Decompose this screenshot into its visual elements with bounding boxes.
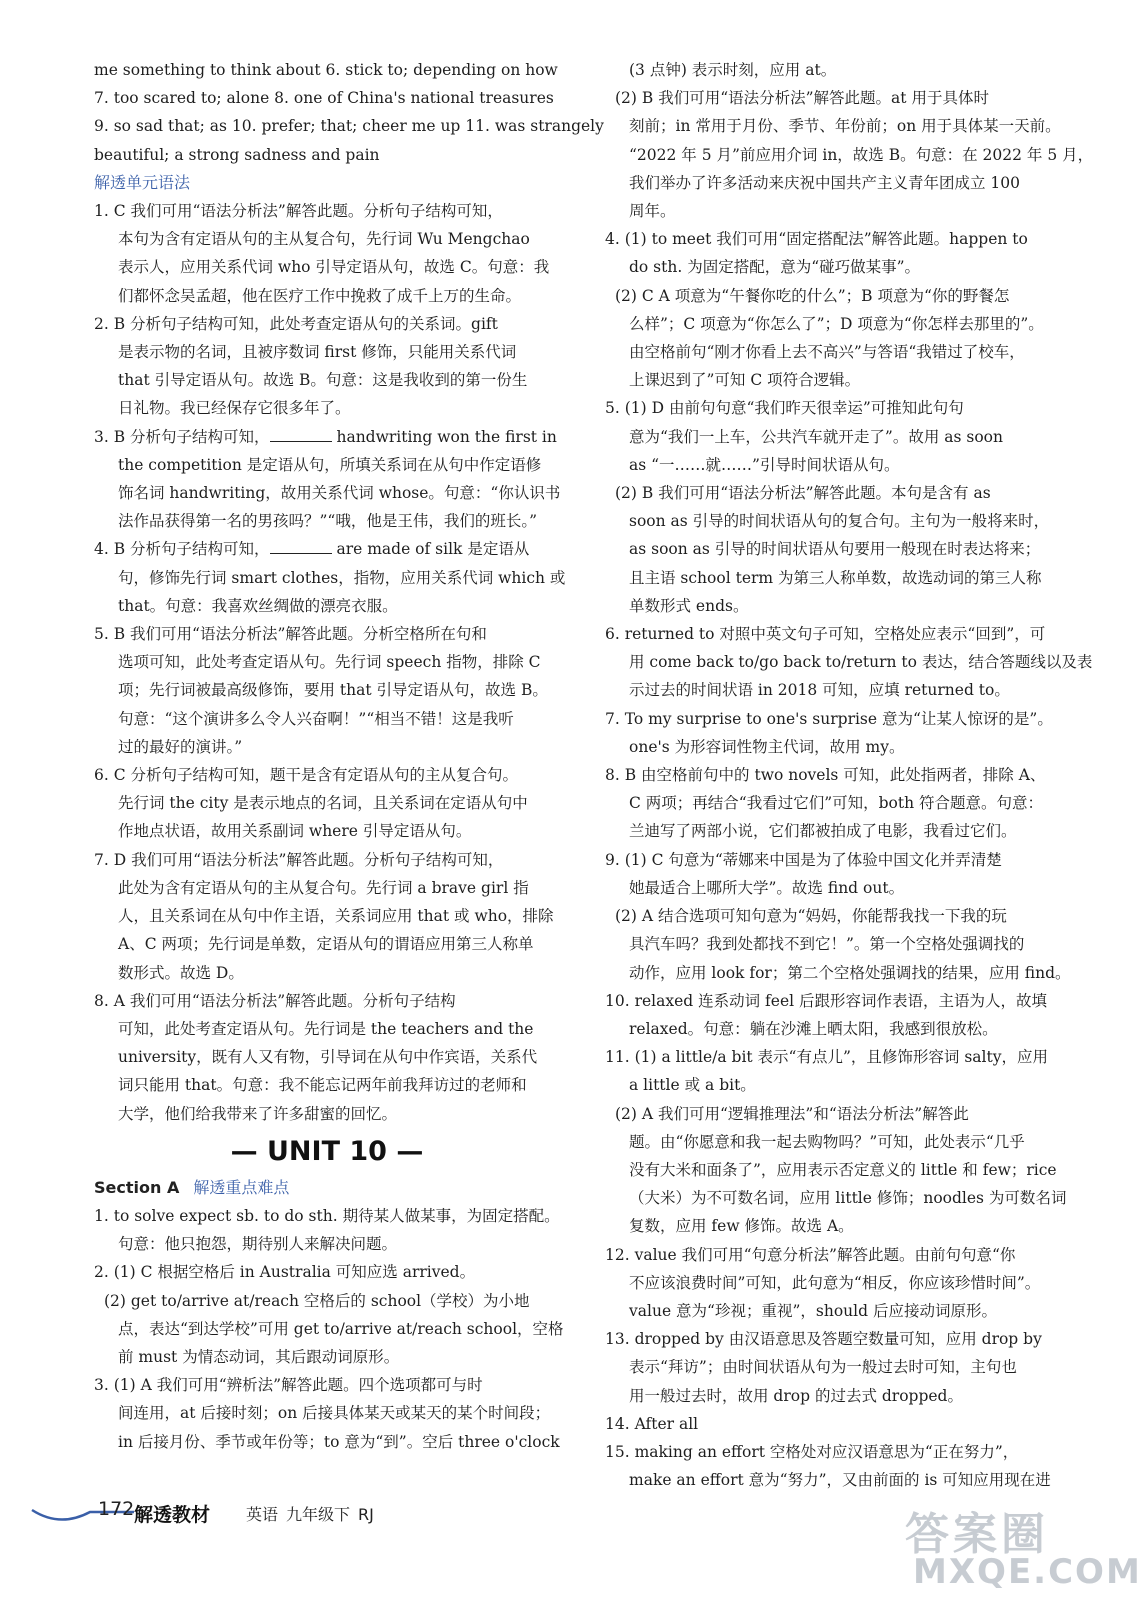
answer-line <box>94 169 560 197</box>
answer-text: 此处为含有定语从句的主从复合句。先行词 a brave girl 指 <box>118 878 529 897</box>
answer-text: 兰迪写了两部小说，它们都被拍成了电影，我看过它们。 <box>629 822 1017 841</box>
answer-line <box>605 902 1052 930</box>
answer-text: 解透单元语法 <box>94 172 191 192</box>
answer-line <box>605 1382 1052 1410</box>
answer-line <box>605 1043 1052 1071</box>
answer-line <box>605 1297 1052 1325</box>
answer-text: 句意：他只抱怨，期待别人来解决问题。 <box>118 1235 398 1254</box>
answer-line <box>94 479 560 507</box>
answer-line <box>94 705 560 733</box>
answer-line <box>605 1466 1052 1494</box>
answer-line <box>94 874 560 902</box>
answer-line <box>605 507 1052 535</box>
answer-line <box>94 394 560 422</box>
answer-text: 9. so sad that; as 10. prefer; that; cheer me up 11. was strangely <box>94 117 604 136</box>
answer-line <box>94 282 560 310</box>
section-subtitle: 解透重点难点 <box>193 1177 290 1197</box>
book-subject-info <box>246 1502 382 1525</box>
blank-underline <box>270 427 332 442</box>
answer-text: 我们举办了许多活动来庆祝中国共产主义青年团成立 100 <box>629 173 1021 192</box>
answer-text: 人，且关系词在从句中作主语，关系词应用 that 或 who，排除 <box>118 907 554 926</box>
right-column <box>605 56 1094 1494</box>
answer-line <box>605 1353 1052 1381</box>
answer-line <box>94 1258 560 1286</box>
watermark-url: MXQE.COM <box>913 1552 1142 1592</box>
answer-text: 9. (1) C 句意为“蒂娜来中国是为了体验中国文化并弄清楚 <box>605 850 1002 869</box>
answer-text: relaxed。句意：躺在沙滩上晒太阳，我感到很放松。 <box>629 1019 998 1038</box>
answer-text: 过的最好的演讲。” <box>118 737 243 756</box>
answer-line <box>94 366 560 394</box>
answer-line <box>605 959 1071 987</box>
answer-line <box>94 1043 560 1071</box>
answer-line <box>94 620 560 648</box>
answer-line <box>94 733 560 761</box>
answer-line <box>605 761 1052 789</box>
answer-text: 13. dropped by 由汉语意思及答题空数量可知，应用 drop by <box>605 1330 1042 1349</box>
page-footer <box>30 1488 430 1538</box>
answer-text: that 引导定语从句。故选 B。句意：这是我收到的第一份生 <box>118 371 528 390</box>
answer-line <box>94 761 560 789</box>
answer-line <box>605 282 1052 310</box>
answer-list-top <box>94 56 604 1128</box>
answer-text: 示过去的时间状语 in 2018 可知，应填 returned to。 <box>629 681 1010 700</box>
answer-line <box>605 846 1052 874</box>
answer-text: 题。由“你愿意和我一起去购物吗？”可知，此处表示“几乎 <box>629 1132 1025 1151</box>
answer-text: 么样”；C 项意为“你怎么了”；D 项意为“你怎样去那里的”。 <box>629 314 1044 333</box>
answer-line <box>94 648 560 676</box>
answer-line <box>94 987 560 1015</box>
answer-line <box>605 338 1052 366</box>
answer-text: 15. making an effort 空格处对应汉语意思为“正在努力”， <box>605 1442 1019 1461</box>
answer-line <box>94 338 560 366</box>
answer-text: 复数，应用 few 修饰。故选 A。 <box>629 1217 854 1236</box>
unit-title: — UNIT 10 — <box>230 1135 424 1167</box>
answer-line <box>94 564 566 592</box>
answer-text: 且主语 school term 为第三人称单数，故选动词的第三人称 <box>629 568 1042 587</box>
answer-line <box>605 1438 1052 1466</box>
answer-text: 6. returned to 对照中英文句子可知，空格处应表示“回到”，可 <box>605 625 1046 644</box>
answer-text: do sth. 为固定搭配，意为“碰巧做某事”。 <box>629 258 921 277</box>
answer-text: 7. D 我们可用“语法分析法”解答此题。分析句子结构可知， <box>94 850 504 869</box>
answer-text: 3. B 分析句子结构可知， <box>94 427 270 446</box>
answer-text: 们都怀念吴孟超，他在医疗工作中挽救了成千上万的生命。 <box>118 286 522 305</box>
answer-line <box>94 535 560 563</box>
answer-line <box>605 141 1094 169</box>
answer-text: 间连用，at 后接时刻；on 后接具体某天或某天的某个时间段； <box>118 1404 551 1423</box>
answer-text: (2) get to/arrive at/reach 空格后的 school（学校）为小地 <box>104 1291 530 1310</box>
answer-line <box>605 564 1052 592</box>
answer-list-bottom <box>94 1202 564 1456</box>
answer-list-right <box>605 56 1094 1494</box>
answer-line <box>605 705 1052 733</box>
answer-line <box>605 310 1052 338</box>
answer-line <box>94 676 560 704</box>
answer-text: 先行词 the city 是表示地点的名词，且关系词在定语从句中 <box>118 794 528 813</box>
answer-text: 2. B 分析句子结构可知，此处考查定语从句的关系词。gift <box>94 314 498 333</box>
answer-text: 项；先行词被最高级修饰，要用 that 引导定语从句，故选 B。 <box>118 681 548 700</box>
answer-text: in 后接月份、季节或年份等；to 意为“到”。空后 three o'clock <box>118 1432 560 1451</box>
answer-text: 由空格前句“刚才你看上去不高兴”与答语“我错过了校车， <box>629 343 1025 362</box>
answer-text: university，既有人又有物，引导词在从句中作宾语，关系代 <box>118 1048 538 1067</box>
answer-text: 周年。 <box>629 202 676 221</box>
edition-label: RJ <box>358 1505 374 1524</box>
answer-line <box>605 253 1052 281</box>
answer-text-continued: are made of silk 是定语从 <box>331 540 530 559</box>
answer-text: 没有大米和面条了”，应用表示否定意义的 little 和 few；rice <box>629 1160 1057 1179</box>
answer-text: 前 must 为情态动词，其后跟动词原形。 <box>118 1347 400 1366</box>
answer-text: 本句为含有定语从句的主从复合句，先行词 Wu Mengchao <box>118 230 530 249</box>
answer-line <box>94 592 560 620</box>
answer-line <box>605 394 1052 422</box>
watermark-text: 答案圈 <box>905 1509 1049 1560</box>
page-number: 172 <box>98 1498 135 1520</box>
answer-text: 单数形式 ends。 <box>629 596 749 615</box>
answer-line <box>94 1371 560 1399</box>
answer-line <box>94 1287 560 1315</box>
answer-line <box>94 959 560 987</box>
answer-text: 11. (1) a little/a bit 表示“有点儿”，且修饰形容词 salty，应用 <box>605 1048 1048 1067</box>
blank-underline <box>270 539 332 554</box>
answer-text: (2) C A 项意为“午餐你吃的什么”；B 项意为“你的野餐怎 <box>615 286 1010 305</box>
answer-text: 用一般过去时，故用 drop 的过去式 dropped。 <box>629 1386 963 1405</box>
answer-text: as soon as 引导的时间状语从句要用一般现在时表达将来； <box>629 540 1041 559</box>
answer-text: 4. B 分析句子结构可知， <box>94 540 270 559</box>
answer-line <box>94 197 560 225</box>
answer-line <box>605 733 1052 761</box>
subject-label: 英语 <box>246 1505 279 1524</box>
answer-text: 7. To my surprise to one's surprise 意为“让某人惊讶的是”。 <box>605 709 1053 728</box>
answer-text: 具汽车吗？我到处都找不到它！”。第一个空格处强调找的 <box>629 935 1025 954</box>
answer-text: 句，修饰先行词 smart clothes，指物，应用关系代词 which 或 <box>118 568 566 587</box>
answer-text: 表示“拜访”；由时间状语从句为一般过去时可知，主句也 <box>629 1358 1017 1377</box>
answer-line <box>94 507 560 535</box>
answer-line <box>94 451 560 479</box>
answer-text: 作地点状语，故用关系副词 where 引导定语从句。 <box>118 822 472 841</box>
section-label: Section A <box>94 1177 180 1197</box>
answer-line <box>605 1325 1052 1353</box>
answer-line <box>94 1315 564 1343</box>
answer-line <box>605 1212 1052 1240</box>
answer-text: 5. (1) D 由前句句意“我们昨天很幸运”可推知此句句 <box>605 399 964 418</box>
answer-line <box>605 1184 1067 1212</box>
answer-line <box>605 1241 1052 1269</box>
answer-line <box>94 1071 560 1099</box>
answer-line <box>605 84 1052 112</box>
answer-text: 4. (1) to meet 我们可用“固定搭配法”解答此题。happen to <box>605 230 1028 249</box>
answer-line <box>605 592 1052 620</box>
answer-text: 1. C 我们可用“语法分析法”解答此题。分析句子结构可知， <box>94 202 503 221</box>
answer-line <box>605 874 1052 902</box>
answer-text: as “一……就……”引导时间状语从句。 <box>629 455 900 474</box>
answer-text: A、C 两项；先行词是单数，定语从句的谓语应用第三人称单 <box>118 935 534 954</box>
answer-text: (2) B 我们可用“语法分析法”解答此题。at 用于具体时 <box>615 89 989 108</box>
answer-line <box>94 930 560 958</box>
answer-text: 表示人，应用关系代词 who 引导定语从句，故选 C。句意：我 <box>118 258 550 277</box>
answer-line <box>605 1156 1057 1184</box>
answer-text: 上课迟到了”可知 C 项符合逻辑。 <box>629 371 861 390</box>
answer-line <box>605 620 1052 648</box>
answer-text: 点，表达“到达学校”可用 get to/arrive at/reach school，空格 <box>118 1319 564 1338</box>
answer-line <box>94 225 560 253</box>
answer-text: 14. After all <box>605 1414 699 1433</box>
answer-line <box>605 1128 1052 1156</box>
answer-text: make an effort 意为“努力”，又由前面的 is 可知应用现在进 <box>629 1471 1051 1490</box>
answer-line <box>94 1202 560 1230</box>
answer-text: soon as 引导的时间状语从句的复合句。主句为一般将来时， <box>629 512 1050 531</box>
answer-line <box>605 1410 1052 1438</box>
answer-text: (2) A 结合选项可知句意为“妈妈，你能帮我找一下我的玩 <box>615 907 1007 926</box>
answer-text: （大米）为不可数名词，应用 little 修饰；noodles 为可数名词 <box>629 1189 1067 1208</box>
answer-line <box>94 423 560 451</box>
answer-text: 12. value 我们可用“句意分析法”解答此题。由前句句意“你 <box>605 1245 1016 1264</box>
answer-line <box>94 253 560 281</box>
answer-line <box>605 987 1052 1015</box>
answer-line <box>605 1015 1052 1043</box>
answer-text: 2. (1) C 根据空格后 in Australia 可知应选 arrived。 <box>94 1263 476 1282</box>
answer-text: 日礼物。我已经保存它很多年了。 <box>118 399 351 418</box>
answer-text: 饰名词 handwriting，故用关系代词 whose。句意：“你认识书 <box>118 484 561 503</box>
answer-line <box>605 648 1093 676</box>
answer-line <box>94 310 560 338</box>
answer-text: 大学，他们给我带来了许多甜蜜的回忆。 <box>118 1104 398 1123</box>
answer-text: 8. B 由空格前句中的 two novels 可知，此处指两者，排除 A、 <box>605 766 1046 785</box>
answer-line <box>605 423 1052 451</box>
answer-text: 数形式。故选 D。 <box>118 963 244 982</box>
answer-text: value 意为“珍视；重视”，should 后应接动词原形。 <box>629 1301 997 1320</box>
answer-line <box>605 56 1052 84</box>
answer-line <box>94 817 560 845</box>
answer-line <box>94 1015 560 1043</box>
answer-text: 用 come back to/go back to/return to 表达，结合答题线以及表 <box>629 653 1093 672</box>
answer-line <box>605 1269 1052 1297</box>
answer-text: “2022 年 5 月”前应用介词 in，故选 B。句意：在 2022 年 5 月， <box>629 145 1094 164</box>
answer-text: C 两项；再结合“我看过它们”可知，both 符合题意。句意： <box>629 794 1044 813</box>
answer-text: 句意：“这个演讲多么令人兴奋啊！”“相当不错！这是我听 <box>118 709 514 728</box>
answer-text: 法作品获得第一名的男孩吗？”“哦，他是王伟，我们的班长。” <box>118 512 538 531</box>
answer-text: that。句意：我喜欢丝绸做的漂亮衣服。 <box>118 596 398 615</box>
answer-line <box>94 902 560 930</box>
answer-text: 不应该浪费时间”可知，此句意为“相反，你应该珍惜时间”。 <box>629 1273 1041 1292</box>
answer-line <box>605 112 1061 140</box>
answer-line <box>94 1399 560 1427</box>
answer-text: 选项可知，此处考查定语从句。先行词 speech 指物，排除 C <box>118 653 541 672</box>
answer-text: 10. relaxed 连系动词 feel 后跟形容词作表语，主语为人，故填 <box>605 991 1048 1010</box>
answer-text: a little 或 a bit。 <box>629 1076 756 1095</box>
answer-line <box>605 535 1052 563</box>
answer-line <box>605 789 1052 817</box>
book-title: 解透教材 <box>134 1504 211 1526</box>
answer-line <box>605 225 1052 253</box>
answer-text: 是表示物的名词，且被序数词 first 修饰，只能用关系代词 <box>118 343 517 362</box>
answer-line <box>605 366 1052 394</box>
answer-line <box>94 1230 560 1258</box>
answer-line <box>94 1343 560 1371</box>
answer-line <box>605 479 1052 507</box>
answer-text: one's 为形容词性物主代词，故用 my。 <box>629 737 905 756</box>
answer-text: the competition 是定语从句，所填关系词在从句中作定语修 <box>118 455 542 474</box>
answer-text: (2) A 我们可用“逻辑推理法”和“语法分析法”解答此 <box>615 1104 969 1123</box>
answer-text: 7. too scared to; alone 8. one of China's national treasures <box>94 89 554 108</box>
answer-line <box>605 817 1052 845</box>
answer-line <box>605 197 1052 225</box>
answer-line <box>94 1100 560 1128</box>
watermark-logo <box>905 1498 1142 1598</box>
grade-label: 九年级下 <box>286 1505 351 1524</box>
answer-text: 词只能用 that。句意：我不能忘记两年前我拜访过的老师和 <box>118 1076 527 1095</box>
answer-line <box>94 56 560 84</box>
answer-text: 5. B 我们可用“语法分析法”解答此题。分析空格所在句和 <box>94 625 487 644</box>
answer-line <box>605 451 1052 479</box>
answer-line <box>94 1428 560 1456</box>
answer-line <box>605 930 1052 958</box>
answer-text: beautiful; a strong sadness and pain <box>94 145 380 164</box>
answer-text: 6. C 分析句子结构可知，题干是含有定语从句的主从复合句。 <box>94 766 519 785</box>
answer-text: 刻前；in 常用于月份、季节、年份前；on 用于具体某一天前。 <box>629 117 1061 136</box>
answer-line <box>94 112 604 140</box>
answer-text: (3 点钟) 表示时刻，应用 at。 <box>629 61 837 79</box>
answer-line <box>605 676 1052 704</box>
answer-line <box>605 1071 1052 1099</box>
answer-text: 可知，此处考查定语从句。先行词是 the teachers and the <box>118 1019 534 1038</box>
answer-text: (2) B 我们可用“语法分析法”解答此题。本句是含有 as <box>615 484 991 503</box>
answer-line <box>94 846 560 874</box>
answer-line <box>605 1100 1052 1128</box>
answer-text: 1. to solve expect sb. to do sth. 期待某人做某事，为固定搭配。 <box>94 1206 560 1225</box>
answer-line <box>605 169 1052 197</box>
answer-text: 意为“我们一上车，公共汽车就开走了”。故用 as soon <box>629 427 1003 446</box>
answer-text: 她最适合上哪所大学”。故选 find out。 <box>629 878 905 897</box>
answer-text: 8. A 我们可用“语法分析法”解答此题。分析句子结构 <box>94 991 456 1010</box>
answer-text-continued: handwriting won the first in <box>331 427 557 446</box>
answer-line <box>94 84 560 112</box>
answer-text: 动作，应用 look for；第二个空格处强调找的结果，应用 find。 <box>629 963 1071 982</box>
answer-line <box>94 141 560 169</box>
answer-text: 3. (1) A 我们可用“辨析法”解答此题。四个选项都可与时 <box>94 1376 483 1395</box>
section-heading <box>94 1174 560 1202</box>
answer-line <box>94 789 560 817</box>
answer-text: me something to think about 6. stick to; depending on how <box>94 61 558 79</box>
left-column <box>94 56 604 1456</box>
